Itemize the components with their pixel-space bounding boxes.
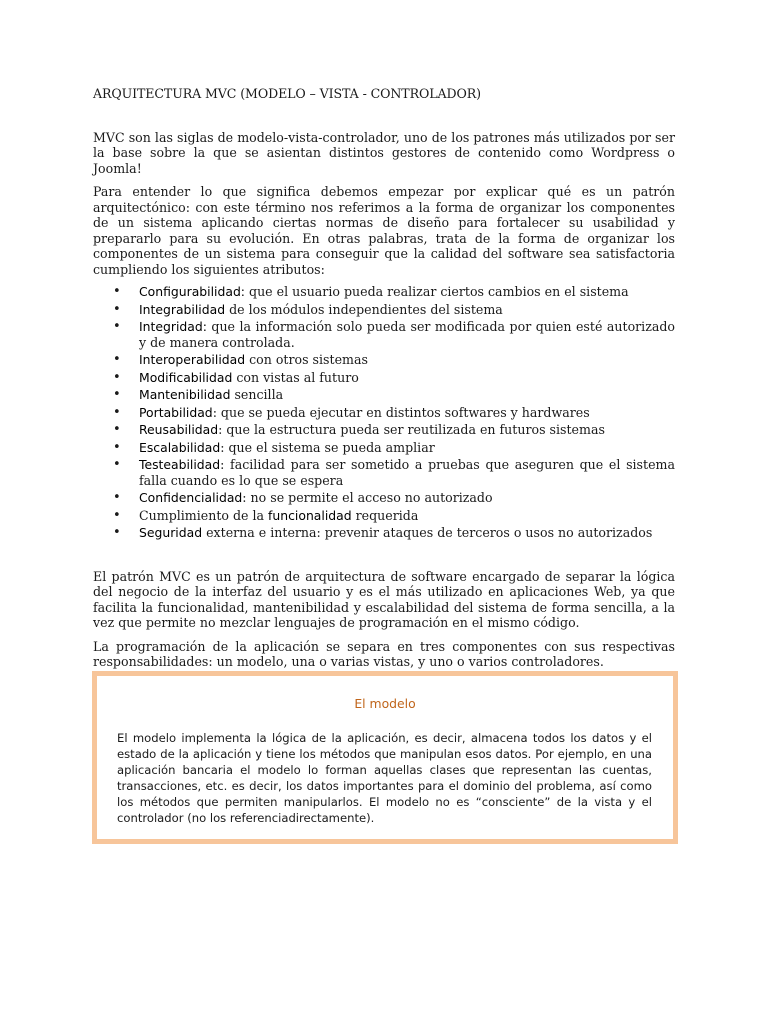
attribute-desc: con vistas al futuro bbox=[232, 369, 359, 385]
list-item bbox=[93, 319, 675, 350]
list-item bbox=[93, 387, 675, 403]
attribute-term: Configurabilidad: bbox=[139, 284, 245, 299]
attribute-desc: : facilidad para ser sometido a pruebas que aseguren que el sistema falla cuando es lo que se espera bbox=[139, 457, 675, 488]
attribute-term: Testeabilidad bbox=[139, 457, 221, 472]
bullet-icon: • bbox=[113, 319, 121, 334]
model-box-title: El modelo bbox=[354, 696, 416, 711]
bullet-icon: • bbox=[113, 301, 121, 317]
attribute-term: Confidencialidad bbox=[139, 490, 243, 505]
bullet-icon: • bbox=[113, 404, 121, 420]
list-item bbox=[93, 405, 675, 421]
attribute-term: Modificabilidad bbox=[139, 369, 233, 385]
intro-paragraph: MVC son las siglas de modelo-vista-controlador, uno de los patrones más utilizados por ser la base sobre la que se asientan distintos gestores de contenido como Wordpress o Joomla! bbox=[93, 129, 675, 176]
attribute-desc: : que se pueda ejecutar en distintos softwares y hardwares bbox=[212, 404, 590, 420]
bullet-icon: • bbox=[113, 422, 121, 437]
list-item bbox=[93, 284, 675, 300]
attribute-desc: : no se permite el acceso no autorizado bbox=[242, 490, 493, 505]
attribute-term: Integrabilidad bbox=[139, 301, 226, 317]
attribute-term: Portabilidad bbox=[139, 404, 213, 420]
attribute-term: Integridad: bbox=[139, 319, 207, 334]
explanation-paragraph: Para entender lo que significa debemos empezar por explicar qué es un patrón arquitectónico: con este término nos referimos a la forma de organizar los componentes de un sistema aplicando ciertas normas de diseño para fortalecer su usabilidad y prepararlo para su evolución. En otras palabras, trata de la forma de organizar los componentes de un sistema para conseguir que la calidad del software sea satisfactoria cumpliendo los siguientes atributos: bbox=[93, 184, 675, 277]
attribute-term: Seguridad bbox=[139, 525, 203, 540]
list-item bbox=[93, 302, 675, 318]
bullet-icon: • bbox=[113, 352, 121, 367]
bullet-icon: • bbox=[113, 369, 121, 385]
list-item bbox=[93, 352, 675, 368]
model-box-text: El modelo implementa la lógica de la aplicación, es decir, almacena todos los datos y el estado de la aplicación y tiene los métodos que manipulan esos datos. Por ejemplo, en una aplicación bancaria el modelo lo forman aquellas clases que representan las cuentas, transacciones, etc. es decir, los datos importantes para el dominio del problema, así como los métodos que permiten manipularlos. El modelo no es “consciente” de la vista y el controlador (no los referenciadirectamente). bbox=[117, 731, 652, 825]
list-item bbox=[93, 422, 675, 438]
components-paragraph: La programación de la aplicación se separa en tres componentes con sus respectivas responsabilidades: un modelo, una o varias vistas, y uno o varios controladores. bbox=[93, 638, 675, 669]
attribute-term: Reusabilidad bbox=[139, 422, 219, 437]
bullet-icon: • bbox=[113, 439, 121, 455]
bullet-icon: • bbox=[113, 387, 121, 402]
attribute-desc: que la información solo pueda ser modificada por quien esté autorizado y de manera controlada. bbox=[139, 319, 675, 350]
attributes-list bbox=[93, 284, 675, 541]
document-page bbox=[93, 86, 675, 678]
attribute-term: Escalabilidad bbox=[139, 439, 221, 455]
list-item bbox=[93, 440, 675, 456]
bullet-icon: • bbox=[113, 457, 121, 472]
attribute-desc: requerida bbox=[351, 507, 419, 523]
attribute-desc: que el usuario pueda realizar ciertos cambios en el sistema bbox=[245, 284, 629, 299]
list-item bbox=[93, 525, 675, 541]
attribute-desc: : que la estructura pueda ser reutilizada en futuros sistemas bbox=[218, 422, 605, 437]
spacer bbox=[93, 543, 675, 569]
list-item bbox=[93, 508, 675, 524]
list-item bbox=[93, 490, 675, 506]
bullet-icon: • bbox=[113, 284, 121, 299]
attribute-desc: de los módulos independientes del sistema bbox=[225, 301, 503, 317]
attribute-desc: externa e interna: prevenir ataques de terceros o usos no autorizados bbox=[202, 525, 653, 540]
attribute-desc: : que el sistema se pueda ampliar bbox=[220, 439, 435, 455]
pattern-paragraph: El patrón MVC es un patrón de arquitectura de software encargado de separar la lógica del negocio de la interfaz del usuario y es el más utilizado en aplicaciones Web, ya que facilita la funcionalidad, mantenibilidad y escalabilidad del sistema de forma sencilla, a la vez que permite no mezclar lenguajes de programación en el mismo código. bbox=[93, 568, 675, 630]
bullet-icon: • bbox=[113, 525, 121, 540]
bullet-icon: • bbox=[113, 490, 121, 505]
attribute-prefix: Cumplimiento de la bbox=[139, 507, 269, 523]
attribute-term: funcionalidad bbox=[268, 507, 352, 523]
bullet-icon: • bbox=[113, 507, 121, 523]
attribute-term: Mantenibilidad bbox=[139, 387, 231, 402]
attribute-term: Interoperabilidad bbox=[139, 352, 246, 367]
attribute-desc: con otros sistemas bbox=[245, 352, 368, 367]
list-item bbox=[93, 457, 675, 488]
attribute-desc: sencilla bbox=[230, 387, 284, 402]
list-item bbox=[93, 370, 675, 386]
document-title: ARQUITECTURA MVC (MODELO – VISTA - CONTROLADOR) bbox=[93, 86, 481, 101]
model-box bbox=[92, 671, 678, 844]
